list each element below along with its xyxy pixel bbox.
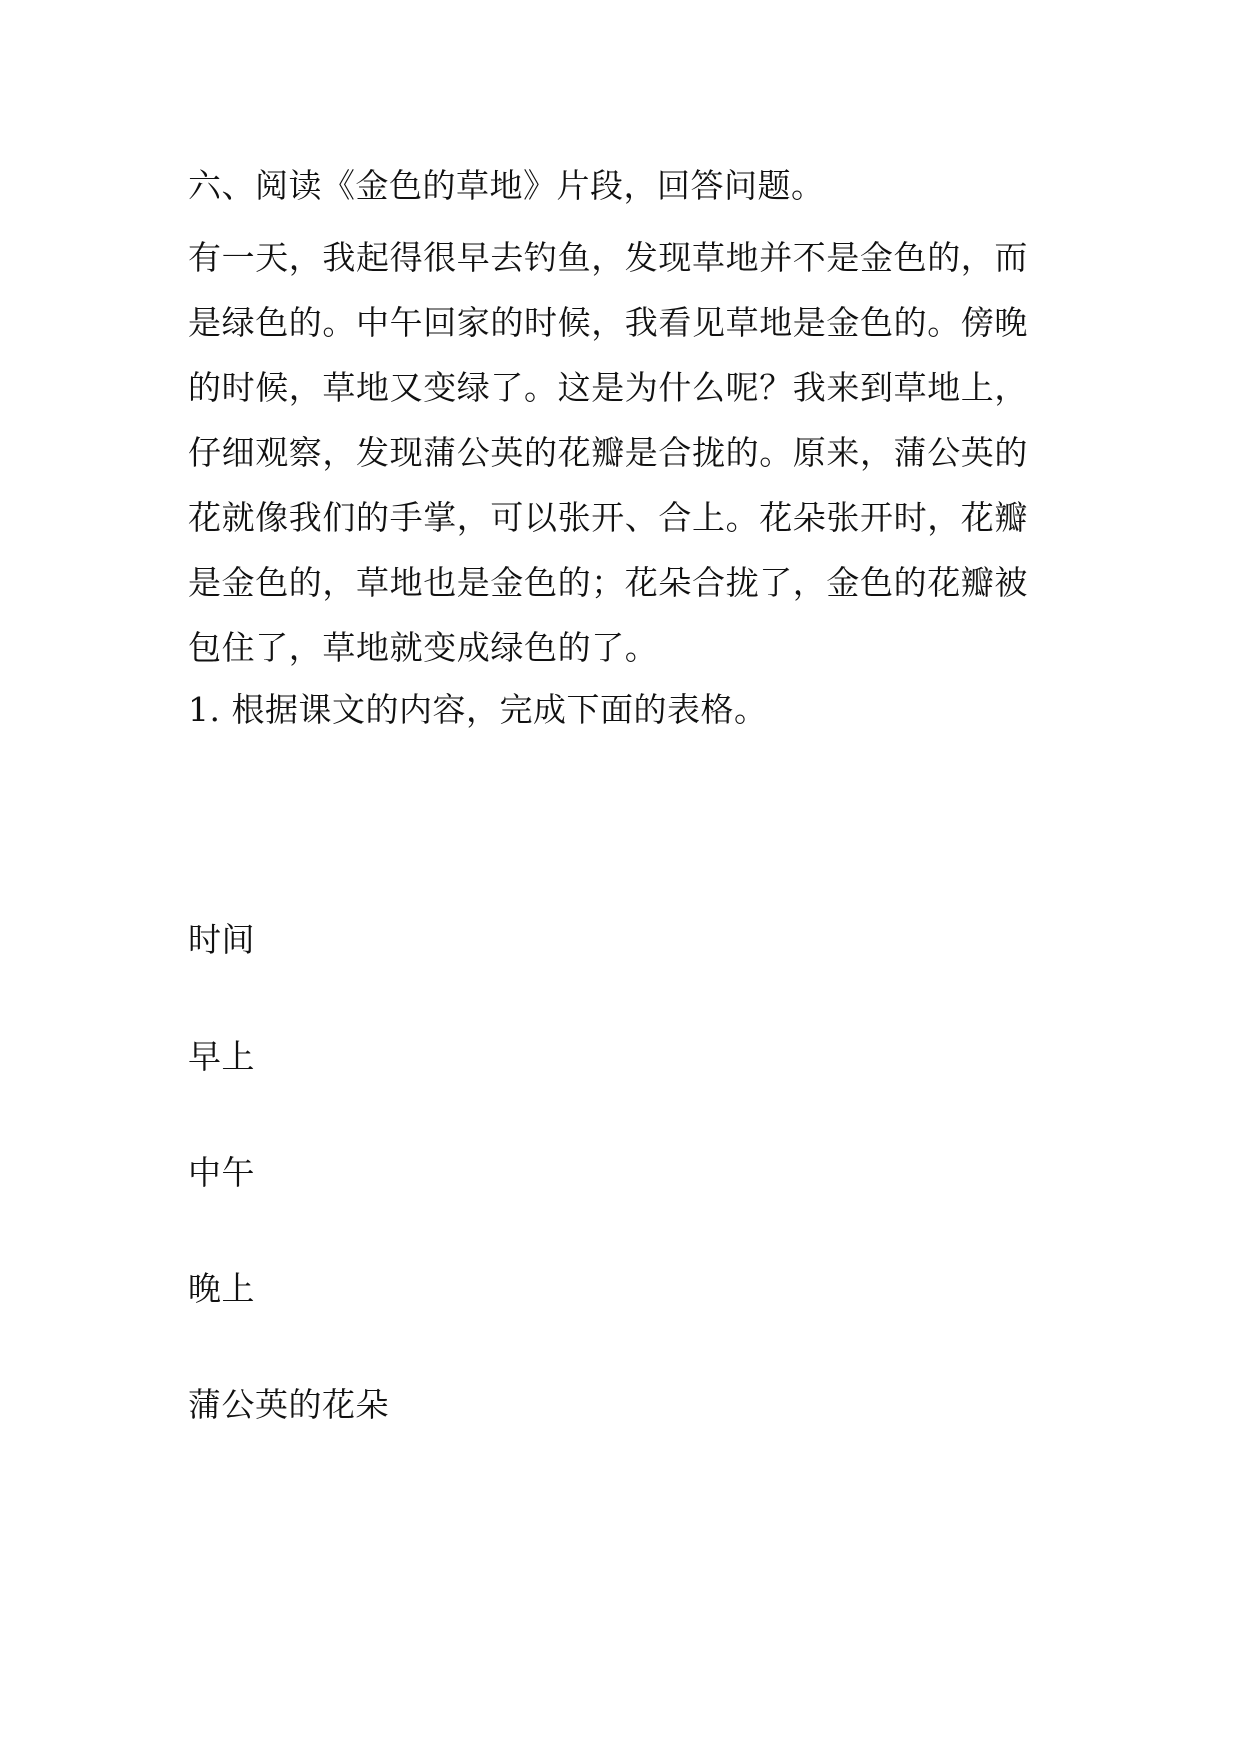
passage-line: 包住了，草地就变成绿色的了。 [188, 628, 659, 667]
table-label-dandelion-flower: 蒲公英的花朵 [188, 1385, 389, 1424]
question-1: 1. 根据课文的内容，完成下面的表格。 [188, 690, 768, 729]
passage-line: 仔细观察，发现蒲公英的花瓣是合拢的。原来，蒲公英的 [188, 433, 1028, 472]
table-label-noon: 中午 [188, 1153, 255, 1192]
section-heading: 六、阅读《金色的草地》片段，回答问题。 [188, 166, 825, 205]
table-label-morning: 早上 [188, 1037, 255, 1076]
passage-paragraph [188, 225, 1058, 680]
table-label-evening: 晚上 [188, 1269, 255, 1308]
passage-line: 花就像我们的手掌，可以张开、合上。花朵张开时，花瓣 [188, 498, 1028, 537]
passage-line: 是绿色的。中午回家的时候，我看见草地是金色的。傍晚 [188, 303, 1028, 342]
passage-line: 有一天，我起得很早去钓鱼，发现草地并不是金色的，而 [188, 238, 1028, 277]
table-label-time: 时间 [188, 920, 255, 959]
passage-line: 的时候，草地又变绿了。这是为什么呢？我来到草地上， [188, 368, 1028, 407]
passage-line: 是金色的，草地也是金色的；花朵合拢了，金色的花瓣被 [188, 563, 1028, 602]
